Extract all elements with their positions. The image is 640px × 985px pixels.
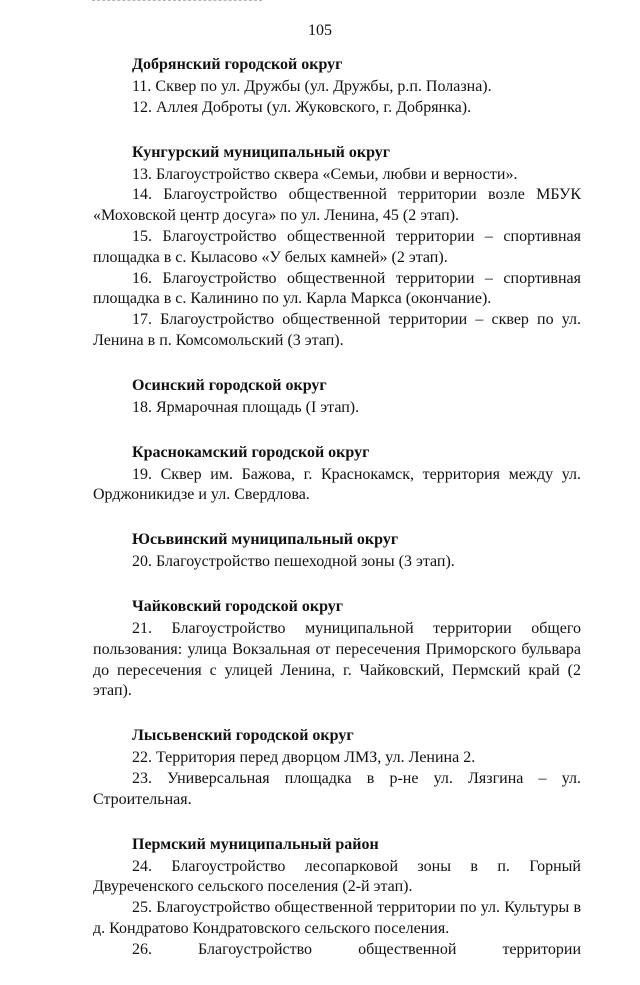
list-item: 19. Сквер им. Бажова, г. Краснокамск, территория между ул. Орджоникидзе и ул. Свердлова. [93, 465, 581, 504]
section-heading: Кунгурский муниципальный округ [132, 143, 391, 161]
list-item: 17. Благоустройство общественной территории – сквер по ул. Ленина в п. Комсомольский (3 этап). [93, 311, 581, 349]
list-item: 21. Благоустройство муниципальной территории общего пользования: улица Вокзальная от пересечения Приморского бульвара до пересечения с улицей Ленина, г. Чайковский, Пермский край (2 этап). [93, 619, 581, 700]
list-item: 26. Благоустройство общественной территории [132, 940, 581, 958]
page-number: 105 [308, 22, 332, 39]
section-heading: Лысьвенский городской округ [132, 727, 354, 745]
section-yusvinsky [93, 530, 581, 573]
list-item: 12. Аллея Доброты (ул. Жуковского, г. Добрянка). [132, 98, 472, 116]
section-heading: Юсьвинский муниципальный округ [132, 531, 399, 549]
list-item: 15. Благоустройство общественной территории – спортивная площадка в с. Кыласово «У белых камней» (2 этап). [93, 227, 581, 266]
section-osinsky [93, 376, 581, 419]
list-item: 13. Благоустройство сквера «Семьи, любви и верности». [132, 165, 518, 183]
document-body [93, 55, 581, 985]
section-lysvensky [93, 726, 581, 810]
section-heading: Чайковский городской округ [132, 597, 344, 615]
list-item: 18. Ярмарочная площадь (I этап). [132, 398, 360, 416]
section-krasnokamsky [93, 443, 581, 507]
list-item: 24. Благоустройство лесопарковой зоны в п. Горный Двуреченского сельского поселения (2-й этап). [93, 857, 581, 896]
section-kungursky [93, 143, 581, 352]
list-item: 16. Благоустройство общественной территории – спортивная площадка в с. Калинино по ул. Карла Маркса (окончание). [93, 269, 581, 308]
list-item: 20. Благоустройство пешеходной зоны (3 этап). [132, 553, 455, 571]
list-item: 11. Сквер по ул. Дружбы (ул. Дружбы, р.п. Полазна). [132, 78, 492, 95]
section-chaykovsky [93, 597, 581, 702]
section-heading: Краснокамский городской округ [132, 443, 370, 461]
section-heading: Осинский городской округ [132, 376, 327, 394]
top-edge-rule [92, 0, 262, 1]
section-heading: Пермский муниципальный район [132, 835, 379, 853]
list-item: 25. Благоустройство общественной территории по ул. Культуры в д. Кондратово Кондратовского сельского поселения. [93, 899, 581, 937]
list-item: 14. Благоустройство общественной территории возле МБУК «Моховской центр досуга» по ул. Ленина, 45 (2 этап). [93, 186, 581, 225]
section-dobryansky [93, 55, 581, 119]
section-heading: Добрянский городской округ [132, 56, 343, 73]
section-permsky [93, 835, 581, 961]
list-item: 23. Универсальная площадка в р-не ул. Лязгина – ул. Строительная. [93, 769, 581, 808]
list-item: 22. Территория перед дворцом ЛМЗ, ул. Ленина 2. [132, 749, 476, 767]
